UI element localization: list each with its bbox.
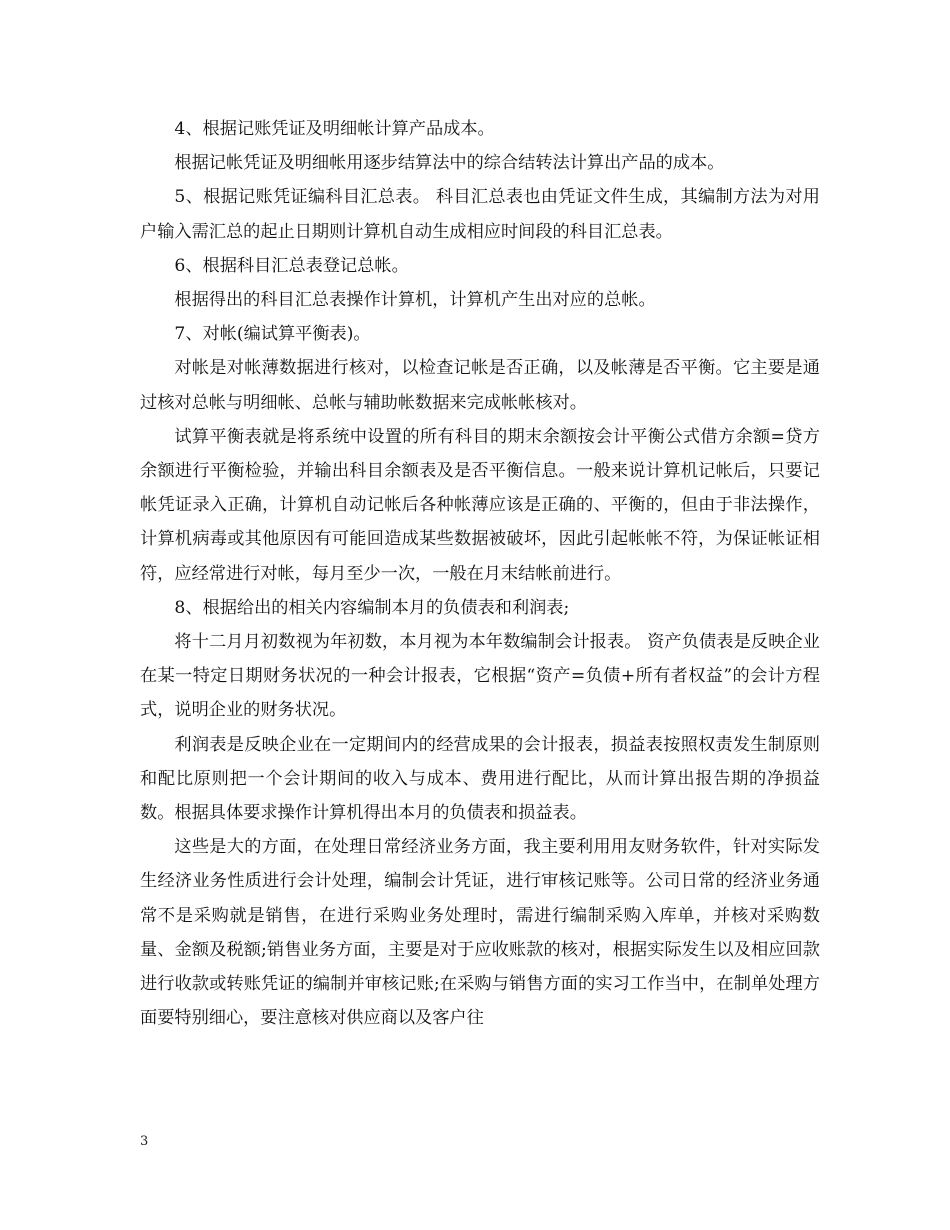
paragraph-income-statement: 利润表是反映企业在一定期间内的经营成果的会计报表，损益表按照权责发生制原则和配比原则把一个会计期间的收入与成本、费用进行配比，从而计算出报告期的净损益数。根据具体要求操作计算机得出本月的负债表和损益表。 [140,734,820,824]
paragraph-balance-sheet: 将十二月月初数视为年初数，本月视为本年数编制会计报表。 资产负债表是反映企业在某一特定日期财务状况的一种会计报表，它根据“资产=负债+所有者权益”的会计方程式，说明企业的财务状况。 [140,632,820,721]
paragraph-step-6-body: 根据得出的科目汇总表操作计算机，计算机产生出对应的总帐。 [174,290,656,311]
paragraph-step-4-heading: 4、根据记账凭证及明细帐计算产品成本。 [174,119,495,139]
paragraph-step-4-body: 根据记帐凭证及明细帐用逐步结算法中的综合结转法计算出产品的成本。 [174,153,725,174]
body-text [140,112,820,1035]
paragraph-step-7-heading: 7、对帐(编试算平衡表)。 [174,324,371,345]
paragraph-step-6-heading: 6、根据科目汇总表登记总帐。 [174,255,409,276]
paragraph-reconciliation: 对帐是对帐薄数据进行核对，以检查记帐是否正确，以及帐薄是否平衡。它主要是通过核对总帐与明细帐、总帐与辅助帐数据来完成帐帐核对。 [140,358,820,413]
paragraph-trial-balance: 试算平衡表就是将系统中设置的所有科目的期末余额按会计平衡公式借方余额=贷方余额进行平衡检验，并输出科目余额表及是否平衡信息。一般来说计算机记帐后，只要记帐凭证录入正确，计算机自动记帐后各种帐薄应该是正确的、平衡的，但由于非法操作，计算机病毒或其他原因有可能回造成某些数据被破坏，因此引起帐帐不符，为保证帐证相符，应经常进行对帐，每月至少一次，一般在月末结帐前进行。 [140,426,820,584]
paragraph-daily-business: 这些是大的方面，在处理日常经济业务方面，我主要利用用友财务软件，针对实际发生经济业务性质进行会计处理，编制会计凭证，进行审核记账等。公司日常的经济业务通常不是采购就是销售，在进行采购业务处理时，需进行编制采购入库单，并核对采购数量、金额及税额;销售业务方面，主要是对于应收账款的核对，根据实际发生以及相应回款进行收款或转账凭证的编制并审核记账;在采购与销售方面的实习工作当中，在制单处理方面要特别细心，要注意核对供应商以及客户往 [140,837,820,1029]
paragraph-step-8-heading: 8、根据给出的相关内容编制本月的负债表和利润表; [174,597,570,618]
page-number: 3 [140,1134,149,1149]
paragraph-step-5: 5、根据记账凭证编科目汇总表。 科目汇总表也由凭证文件生成，其编制方法为对用户输入需汇总的起止日期则计算机自动生成相应时间段的科目汇总表。 [140,187,820,242]
